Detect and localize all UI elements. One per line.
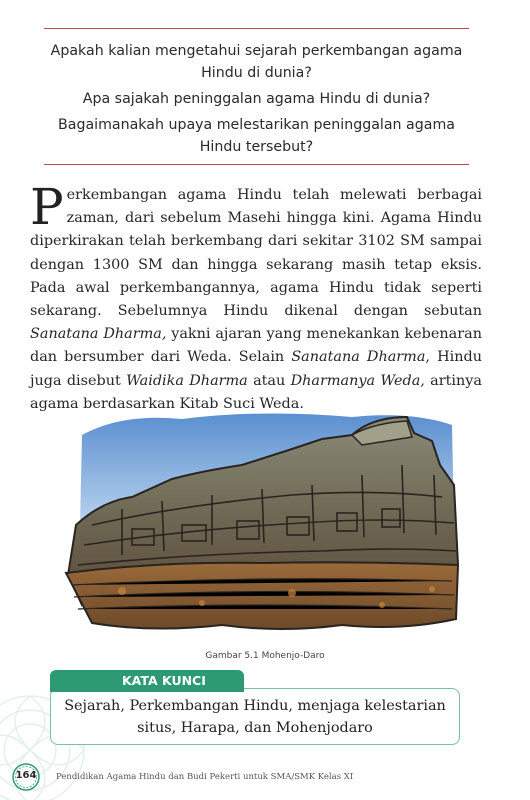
keywords-line: Sejarah, Perkembangan Hindu, menjaga kelestarian [64,698,446,714]
figure-caption: Gambar 5.1 Mohenjo-Daro [205,651,325,661]
intro-paragraph [30,178,483,416]
term-sanatana-dharma: Sanatana Dharma [291,349,426,366]
book-title-footer: Pendidikan Agama Hindu dan Budi Pekerti untuk SMA/SMK Kelas XI [56,772,354,782]
bottom-divider [44,164,469,165]
question-2: Apa sajakah peninggalan agama Hindu di dunia? [82,91,431,107]
drop-cap: P [30,178,64,236]
keywords-label: KATA KUNCI [50,670,244,692]
keywords-line: situs, Harapa, dan Mohenjodaro [137,720,373,736]
term-waidika-dharma: Waidika Dharma [126,372,248,389]
term-dharmanya-weda: Dharmanya Weda, [290,372,425,389]
paragraph-text: yakni ajaran yang menekankan kebenaran dan bersumber dari Weda. Selain [30,326,482,366]
question-3: Bagaimanakah upaya melestarikan peninggalan agama Hindu tersebut? [58,117,455,155]
page-number: 164 [15,770,37,781]
top-divider [44,28,469,29]
opening-questions [44,40,469,162]
keywords-box [50,688,460,745]
paragraph-text: artinya agama berdasarkan Kitab Suci Weda. [30,372,483,412]
question-1: Apakah kalian mengetahui sejarah perkembangan agama Hindu di dunia? [50,43,463,81]
mohenjo-daro-illustration [62,405,460,635]
term-sanatana-dharma: Sanatana Dharma, [30,326,167,343]
paragraph-text: atau [247,372,291,389]
paragraph-text: erkembangan agama Hindu telah melewati berbagai zaman, dari sebelum Masehi hingga kini. Agama Hindu diperkirakan telah berkembang dari sekitar 3102 SM sampai dengan 1300 SM dan hingga sekarang masih tetap eksis. Pada awal perkembangannya, agama Hindu tidak seperti sekarang. Sebelumnya Hindu dikenal dengan sebutan [30,187,482,320]
paragraph-text: , Hindu juga disebut [30,349,482,389]
